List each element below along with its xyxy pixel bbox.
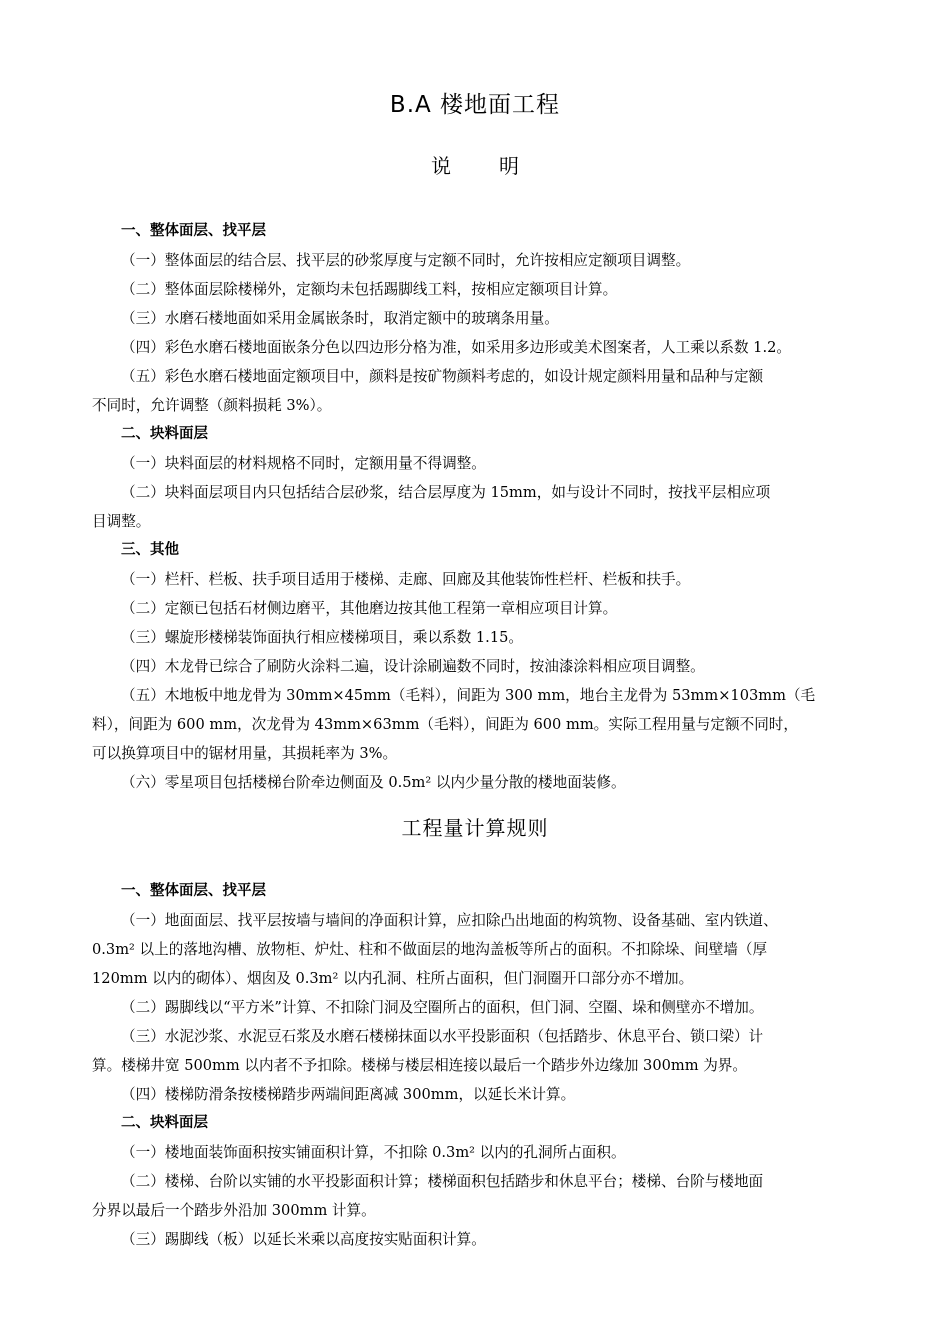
notes-section [92,217,862,797]
paragraph-continuation: 分界以最后一个踏步外沿加 300mm 计算。 [92,1202,376,1219]
section-title-notes: 说明 [431,154,567,178]
paragraph: （二）整体面层除楼梯外，定额均未包括踢脚线工料，按相应定额项目计算。 [121,281,618,298]
section-title-rules: 工程量计算规则 [401,816,549,840]
paragraph: （一）楼地面装饰面积按实铺面积计算，不扣除 0.3m² 以内的孔洞所占面积。 [121,1144,626,1161]
paragraph: （六）零星项目包括楼梯台阶牵边侧面及 0.5m² 以内少量分散的楼地面装修。 [121,774,626,791]
paragraph: （一）地面面层、找平层按墙与墙间的净面积计算，应扣除凸出地面的构筑物、设备基础、室内铁道、 [121,912,778,929]
paragraph: （二）楼梯、台阶以实铺的水平投影面积计算；楼梯面积包括踏步和休息平台；楼梯、台阶与楼地面 [121,1173,764,1190]
paragraph: （四）楼梯防滑条按楼梯踏步两端间距离减 300mm，以延长米计算。 [121,1086,576,1103]
paragraph: （一）整体面层的结合层、找平层的砂浆厚度与定额不同时，允许按相应定额项目调整。 [121,252,691,269]
paragraph: （五）木地板中地龙骨为 30mm×45mm（毛料），间距为 300 mm，地台主龙骨为 53mm×103mm（毛 [121,687,816,704]
rules-section [92,877,862,1254]
heading-block-layer: 二、块料面层 [121,1115,208,1131]
paragraph: （二）块料面层项目内只包括结合层砂浆，结合层厚度为 15mm，如与设计不同时，按找平层相应项 [121,484,771,501]
paragraph-continuation: 可以换算项目中的锯材用量，其损耗率为 3%。 [92,745,398,762]
paragraph: （二）定额已包括石材侧边磨平，其他磨边按其他工程第一章相应项目计算。 [121,600,618,617]
paragraph: （三）螺旋形楼梯装饰面执行相应楼梯项目，乘以系数 1.15。 [121,629,523,646]
paragraph: （四）彩色水磨石楼地面嵌条分色以四边形分格为准，如采用多边形或美术图案者，人工乘以系数 1.2。 [121,339,791,356]
paragraph: （三）水泥沙浆、水泥豆石浆及水磨石楼梯抹面以水平投影面积（包括踏步、休息平台、锁口梁）计 [121,1028,764,1045]
paragraph: （三）踢脚线（板）以延长米乘以高度按实贴面积计算。 [121,1231,486,1248]
paragraph-continuation: 料），间距为 600 mm，次龙骨为 43mm×63mm（毛料），间距为 600 mm。实际工程用量与定额不同时， [92,716,798,733]
paragraph-continuation: 目调整。 [92,513,151,530]
heading-integral-layer: 一、整体面层、找平层 [121,883,266,899]
paragraph-continuation: 不同时，允许调整（颜料损耗 3%）。 [92,397,332,414]
heading-block-layer: 二、块料面层 [121,426,208,442]
paragraph: （四）木龙骨已综合了刷防火涂料二遍，设计涂刷遍数不同时，按油漆涂料相应项目调整。 [121,658,705,675]
paragraph-continuation: 0.3m² 以上的落地沟槽、放物柜、炉灶、柱和不做面层的地沟盖板等所占的面积。不扣除垛、间壁墙（厚 [92,941,768,958]
paragraph: （二）踢脚线以“平方米”计算、不扣除门洞及空圈所占的面积，但门洞、空圈、垛和侧壁亦不增加。 [121,999,764,1016]
heading-other: 三、其他 [121,542,179,558]
paragraph: （一）块料面层的材料规格不同时，定额用量不得调整。 [121,455,486,472]
paragraph: （三）水磨石楼地面如采用金属嵌条时，取消定额中的玻璃条用量。 [121,310,559,327]
paragraph-continuation: 算。楼梯井宽 500mm 以内者不予扣除。楼梯与楼层相连接以最后一个踏步外边缘加 300mm 为界。 [92,1057,747,1074]
heading-integral-layer: 一、整体面层、找平层 [121,223,266,239]
paragraph-continuation: 120mm 以内的砌体）、烟囱及 0.3m² 以内孔洞、柱所占面积，但门洞圈开口部分亦不增加。 [92,970,694,987]
paragraph: （五）彩色水磨石楼地面定额项目中，颜料是按矿物颜料考虑的，如设计规定颜料用量和品种与定额 [121,368,764,385]
page-title: B.A 楼地面工程 [389,92,561,118]
paragraph: （一）栏杆、栏板、扶手项目适用于楼梯、走廊、回廊及其他装饰性栏杆、栏板和扶手。 [121,571,691,588]
